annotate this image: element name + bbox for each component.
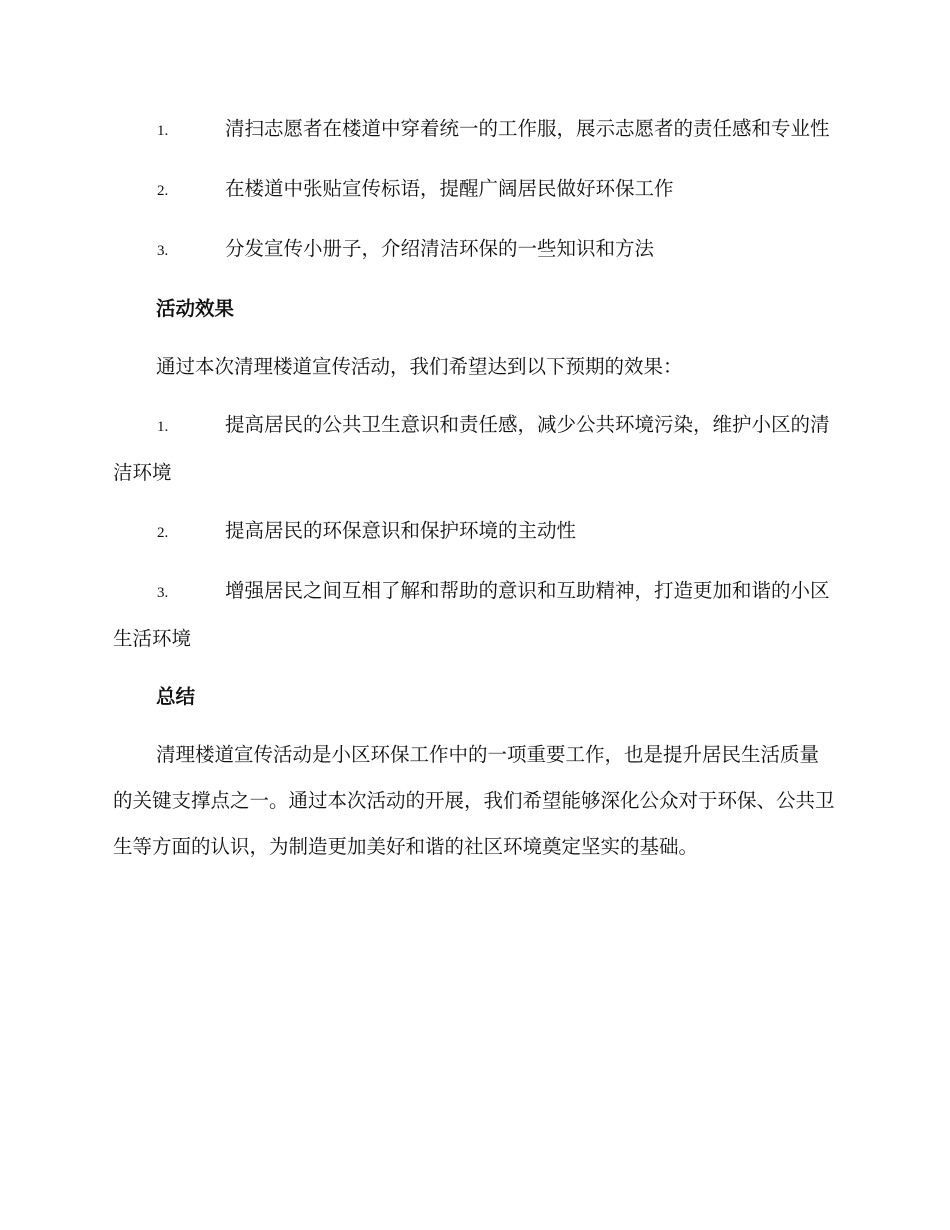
list-item xyxy=(113,106,835,154)
list-number: 3. xyxy=(157,243,169,259)
document-content xyxy=(113,106,835,882)
list-number: 3. xyxy=(157,585,169,601)
list-number: 2. xyxy=(157,525,169,541)
list-text: 增强居民之间互相了解和帮助的意识和互助精神，打造更加和谐的小区生活环境 xyxy=(113,579,830,650)
section-heading-effect: 活动效果 xyxy=(156,297,235,320)
list-text: 提高居民的环保意识和保护环境的主动性 xyxy=(225,519,577,542)
list-item xyxy=(113,402,835,496)
list-number: 2. xyxy=(157,183,169,199)
list-item xyxy=(113,568,835,662)
list-text: 分发宣传小册子，介绍清洁环保的一些知识和方法 xyxy=(225,237,655,260)
list-text: 提高居民的公共卫生意识和责任感，减少公共环境污染，维护小区的清洁环境 xyxy=(113,413,830,484)
list-item xyxy=(113,508,835,556)
list-text: 清扫志愿者在楼道中穿着统一的工作服，展示志愿者的责任感和专业性 xyxy=(225,117,830,140)
list-item xyxy=(113,166,835,214)
list-text: 在楼道中张贴宣传标语，提醒广阔居民做好环保工作 xyxy=(225,177,674,200)
list-item xyxy=(113,226,835,274)
summary-paragraph: 清理楼道宣传活动是小区环保工作中的一项重要工作，也是提升居民生活质量的关键支撑点之一。通过本次活动的开展，我们希望能够深化公众对于环保、公共卫生等方面的认识，为制造更加美好和谐的社区环境奠定坚实的基础。 xyxy=(113,743,835,858)
list-number: 1. xyxy=(157,123,169,139)
section-heading-summary: 总结 xyxy=(156,685,196,708)
effect-intro-paragraph: 通过本次清理楼道宣传活动，我们希望达到以下预期的效果： xyxy=(156,355,683,378)
list-number: 1. xyxy=(157,419,169,435)
